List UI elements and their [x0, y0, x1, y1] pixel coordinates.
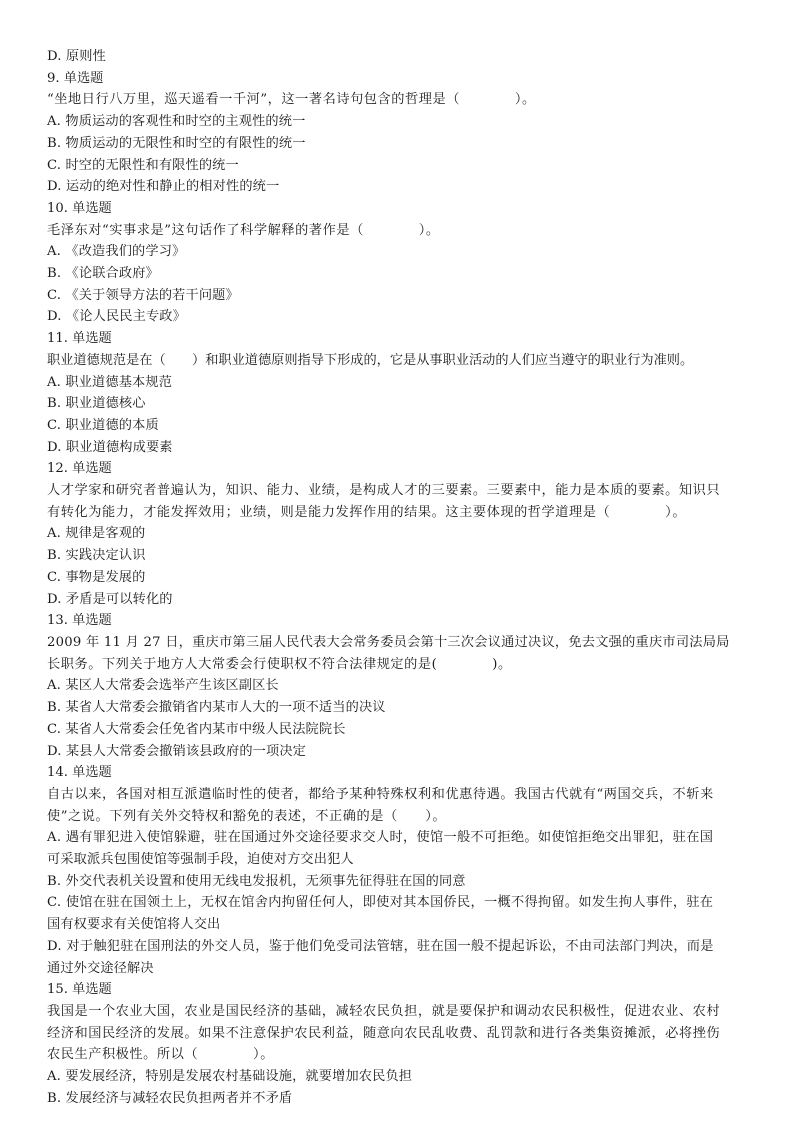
q9-option-d: D. 运动的绝对性和静止的相对性的统一 — [47, 179, 280, 195]
q10-header: 10. 单选题 — [47, 200, 112, 216]
q8-option-d: D. 原则性 — [47, 49, 106, 64]
q11-option-b: B. 职业道德核心 — [47, 396, 146, 412]
q13-header: 13. 单选题 — [47, 613, 112, 629]
q14-option-c-line-2: 国有权要求有关使馆将人交出 — [47, 917, 221, 933]
q14-option-a-line-2: 可采取派兵包围使馆等强制手段，迫使对方交出犯人 — [47, 852, 354, 868]
q13-stem-line-2: 长职务。下列关于地方人大常委会行使职权不符合法律规定的是( )。 — [47, 656, 512, 672]
q14-option-d-line-1: D. 对于触犯驻在国刑法的外交人员，鉴于他们免受司法管辖，驻在国一般不提起诉讼，不由司法部门判决，而是 — [47, 938, 714, 954]
q14-option-a-line-1: A. 遇有罪犯进入使馆躲避，驻在国通过外交途径要求交人时，使馆一般不可拒绝。如使馆拒绝交出罪犯，驻在国 — [47, 830, 714, 846]
q10-option-a: A. 《改造我们的学习》 — [47, 244, 186, 260]
q15-option-a: A. 要发展经济，特别是发展农村基础设施，就要增加农民负担 — [47, 1069, 413, 1085]
q15-header: 15. 单选题 — [47, 982, 112, 998]
q14-option-c-line-1: C. 使馆在驻在国领土上，无权在馆舍内拘留任何人，即使对其本国侨民，一概不得拘留。如发生拘人事件，驻在 — [47, 895, 714, 911]
q14-stem-line-2: 使”之说。下列有关外交特权和豁免的表述，不正确的是（ ）。 — [47, 808, 447, 824]
q12-stem-line-1: 人才学家和研究者普遍认为，知识、能力、业绩，是构成人才的三要素。三要素中，能力是本质的要素。知识只 — [47, 483, 721, 499]
q14-option-d-line-2: 通过外交途径解决 — [47, 960, 154, 976]
q10-option-b: B. 《论联合政府》 — [47, 266, 159, 282]
q12-option-b: B. 实践决定认识 — [47, 548, 146, 564]
q11-option-a: A. 职业道德基本规范 — [47, 374, 173, 390]
q13-option-b: B. 某省人大常委会撤销省内某市人大的一项不适当的决议 — [47, 700, 386, 716]
q10-option-c: C. 《关于领导方法的若干问题》 — [47, 287, 239, 303]
q15-option-b: B. 发展经济与减轻农民负担两者并不矛盾 — [47, 1090, 293, 1106]
q9-option-c: C. 时空的无限性和有限性的统一 — [47, 157, 239, 173]
q13-option-c: C. 某省人大常委会任免省内某市中级人民法院院长 — [47, 721, 346, 737]
q9-option-a: A. 物质运动的客观性和时空的主观性的统一 — [47, 114, 306, 130]
q12-option-c: C. 事物是发展的 — [47, 569, 146, 585]
q11-stem: 职业道德规范是在（ ）和职业道德原则指导下形成的，它是从事职业活动的人们应当遵守的职业行为准则。 — [47, 352, 694, 368]
q11-option-c: C. 职业道德的本质 — [47, 417, 159, 433]
q12-header: 12. 单选题 — [47, 461, 112, 477]
q12-option-d: D. 矛盾是可以转化的 — [47, 591, 173, 607]
q14-stem-line-1: 自古以来，各国对相互派遣临时性的使者，都给予某种特殊权利和优惠待遇。我国古代就有“两国交兵，不斩来 — [47, 786, 714, 802]
exam-page — [47, 46, 757, 1109]
q9-stem: “坐地日行八万里，巡天遥看一千河”，这一著名诗句包含的哲理是（ ）。 — [47, 92, 536, 108]
q15-stem-line-3: 农民生产积极性。所以（ ）。 — [47, 1047, 274, 1063]
q10-stem: 毛泽东对“实事求是”这句话作了科学解释的著作是（ ）。 — [47, 222, 440, 238]
q12-stem-line-2: 有转化为能力，才能发挥效用；业绩，则是能力发挥作用的结果。这主要体现的哲学道理是（ ）。 — [47, 504, 687, 520]
q15-stem-line-1: 我国是一个农业大国，农业是国民经济的基础，减轻农民负担，就是要保护和调动农民积极性，促进农业、农村 — [47, 1003, 721, 1019]
q9-header: 9. 单选题 — [47, 70, 104, 86]
q11-option-d: D. 职业道德构成要素 — [47, 439, 173, 455]
q13-option-a: A. 某区人大常委会选举产生该区副区长 — [47, 678, 279, 694]
q9-option-b: B. 物质运动的无限性和时空的有限性的统一 — [47, 135, 306, 151]
q13-stem-line-1: 2009 年 11 月 27 日，重庆市第三届人民代表大会常务委员会第十三次会议通过决议，免去文强的重庆市司法局局 — [47, 634, 730, 650]
q10-option-d: D. 《论人民民主专政》 — [47, 309, 186, 325]
q12-option-a: A. 规律是客观的 — [47, 526, 146, 542]
q11-header: 11. 单选题 — [47, 331, 112, 347]
q15-stem-line-2: 经济和国民经济的发展。如果不注意保护农民利益，随意向农民乱收费、乱罚款和进行各类集资摊派，必将挫伤 — [47, 1025, 721, 1041]
q14-header: 14. 单选题 — [47, 765, 112, 781]
q13-option-d: D. 某县人大常委会撤销该县政府的一项决定 — [47, 743, 307, 759]
q14-option-b: B. 外交代表机关设置和使用无线电发报机，无须事先征得驻在国的同意 — [47, 873, 466, 889]
